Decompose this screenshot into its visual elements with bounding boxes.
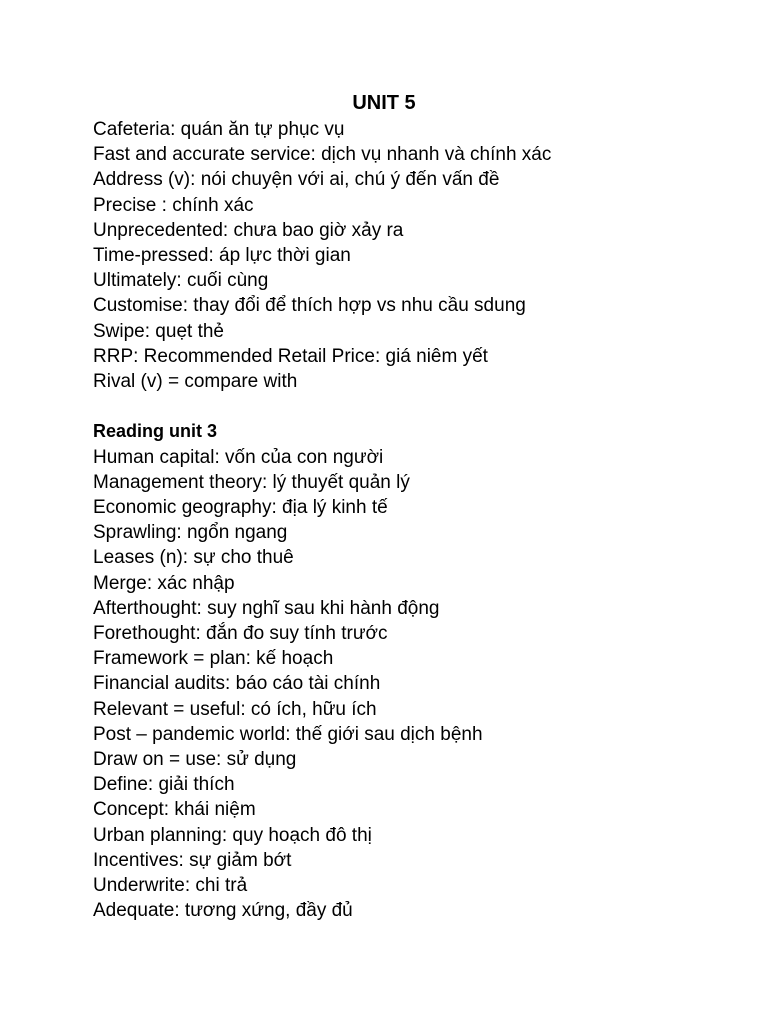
vocab-line: Adequate: tương xứng, đầy đủ	[93, 900, 353, 922]
vocab-line: Financial audits: báo cáo tài chính	[93, 673, 381, 695]
vocab-line: Concept: khái niệm	[93, 799, 256, 821]
vocab-line: Time-pressed: áp lực thời gian	[93, 245, 351, 267]
vocab-line: Forethought: đắn đo suy tính trước	[93, 623, 388, 645]
unit5-vocabulary-list	[93, 117, 713, 394]
vocab-line: Afterthought: suy nghĩ sau khi hành động	[93, 597, 440, 619]
vocab-line: Management theory: lý thuyết quản lý	[93, 471, 410, 493]
vocab-line: Post – pandemic world: thế giới sau dịch bệnh	[93, 723, 483, 745]
vocab-line: Ultimately: cuối cùng	[93, 270, 269, 292]
section-spacer	[93, 394, 713, 419]
vocab-line: Sprawling: ngổn ngang	[93, 522, 288, 544]
vocab-line: Framework = plan: kế hoạch	[93, 648, 334, 670]
vocab-line: Precise : chính xác	[93, 194, 254, 216]
vocab-line: Cafeteria: quán ăn tự phục vụ	[93, 119, 345, 140]
vocab-line: Swipe: quẹt thẻ	[93, 320, 224, 342]
vocab-line: Unprecedented: chưa bao giờ xảy ra	[93, 219, 404, 241]
vocab-line: Fast and accurate service: dịch vụ nhanh và chính xác	[93, 144, 552, 166]
vocab-line: Customise: thay đổi để thích hợp vs nhu cầu sdung	[93, 295, 526, 317]
vocab-line: Leases (n): sự cho thuê	[93, 547, 294, 569]
vocab-line: Relevant = useful: có ích, hữu ích	[93, 698, 377, 720]
vocab-line: RRP: Recommended Retail Price: giá niêm yết	[93, 345, 488, 367]
vocab-line: Define: giải thích	[93, 774, 235, 796]
vocab-line: Underwrite: chi trả	[93, 875, 248, 897]
vocab-line: Draw on = use: sử dụng	[93, 749, 297, 771]
reading-unit3-vocabulary-list	[93, 445, 713, 924]
vocab-line: Rival (v) = compare with	[93, 371, 298, 393]
vocab-line: Incentives: sự giảm bớt	[93, 849, 292, 871]
document-title: UNIT 5	[352, 92, 416, 114]
vocab-line: Human capital: vốn của con người	[93, 446, 384, 468]
vocab-line: Address (v): nói chuyện với ai, chú ý đến vấn đề	[93, 169, 500, 191]
vocab-line: Merge: xác nhập	[93, 572, 235, 594]
section-heading: Reading unit 3	[93, 421, 218, 442]
document-content	[93, 89, 713, 923]
vocab-line: Economic geography: địa lý kinh tế	[93, 497, 388, 519]
vocab-line: Urban planning: quy hoạch đô thị	[93, 824, 372, 846]
